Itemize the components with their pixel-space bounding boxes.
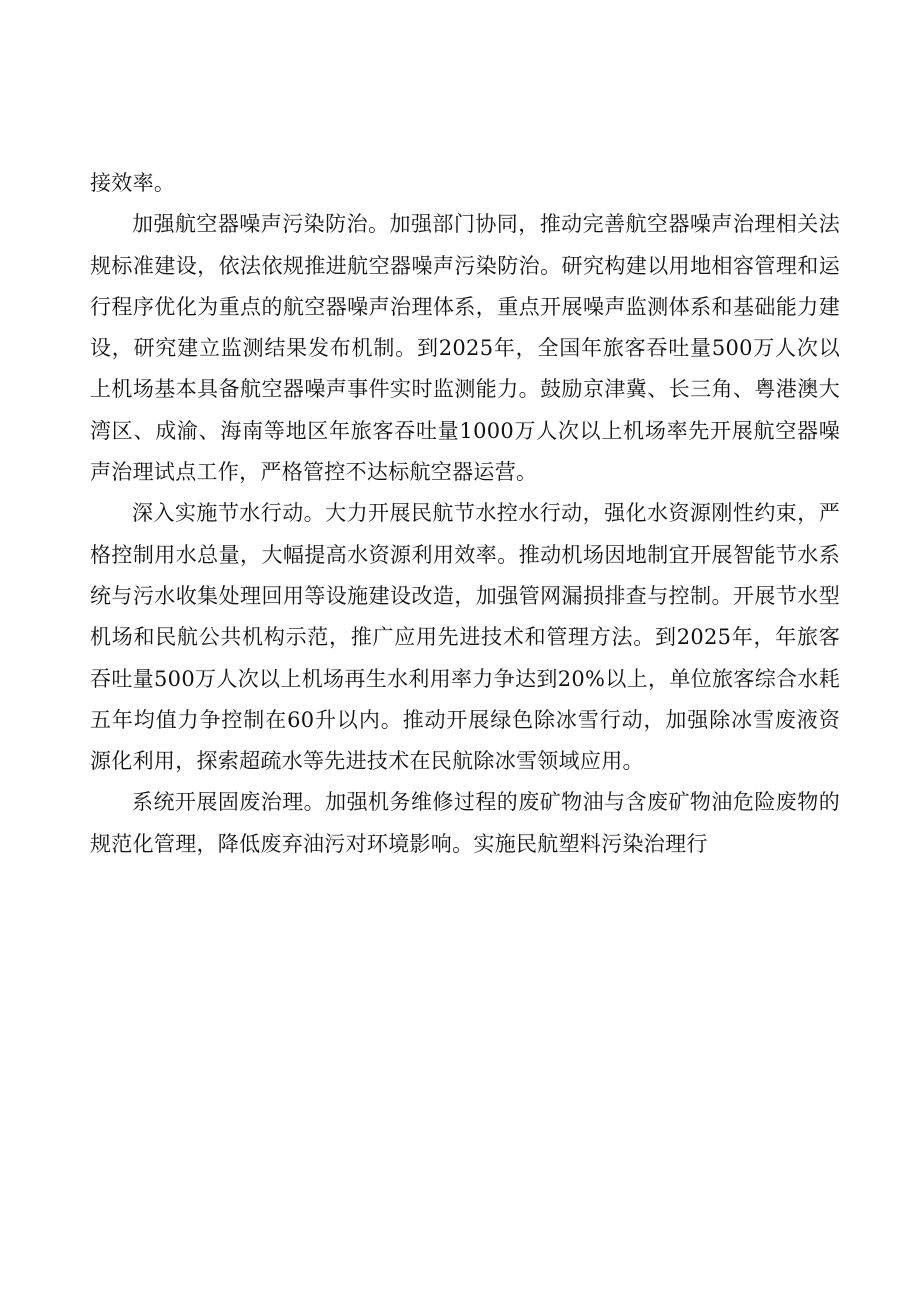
paragraph-water-saving: 深入实施节水行动。大力开展民航节水控水行动，强化水资源刚性约束，严格控制用水总量，大幅提高水资源利用效率。推动机场因地制宜开展智能节水系统与污水收集处理回用等设施建设改造，加强管网漏损排查与控制。开展节水型机场和民航公共机构示范，推广应用先进技术和管理方法。到2025年，年旅客吞吐量500万人次以上机场再生水利用率力争达到20%以上，单位旅客综合水耗五年均值力争控制在60升以内。推动开展绿色除冰雪行动，加强除冰雪废液资源化利用，探索超疏水等先进技术在民航除冰雪领域应用。 xyxy=(90,501,840,774)
paragraph-aircraft-noise: 加强航空器噪声污染防治。加强部门协同，推动完善航空器噪声治理相关法规标准建设，依法依规推进航空器噪声污染防治。研究构建以用地相容管理和运行程序优化为重点的航空器噪声治理体系，重点开展噪声监测体系和基础能力建设，研究建立监测结果发布机制。到2025年，全国年旅客吞吐量500万人次以上机场基本具备航空器噪声事件实时监测能力。鼓励京津冀、长三角、粤港澳大湾区、成渝、海南等地区年旅客吞吐量1000万人次以上机场率先开展航空器噪声治理试点工作，严格管控不达标航空器运营。 xyxy=(90,212,840,485)
document-body xyxy=(90,163,840,865)
paragraph-continued: 接效率。 xyxy=(90,171,176,195)
paragraph-solid-waste: 系统开展固废治理。加强机务维修过程的废矿物油与含废矿物油危险废物的规范化管理，降低废弃油污对环境影响。实施民航塑料污染治理行 xyxy=(90,790,840,856)
